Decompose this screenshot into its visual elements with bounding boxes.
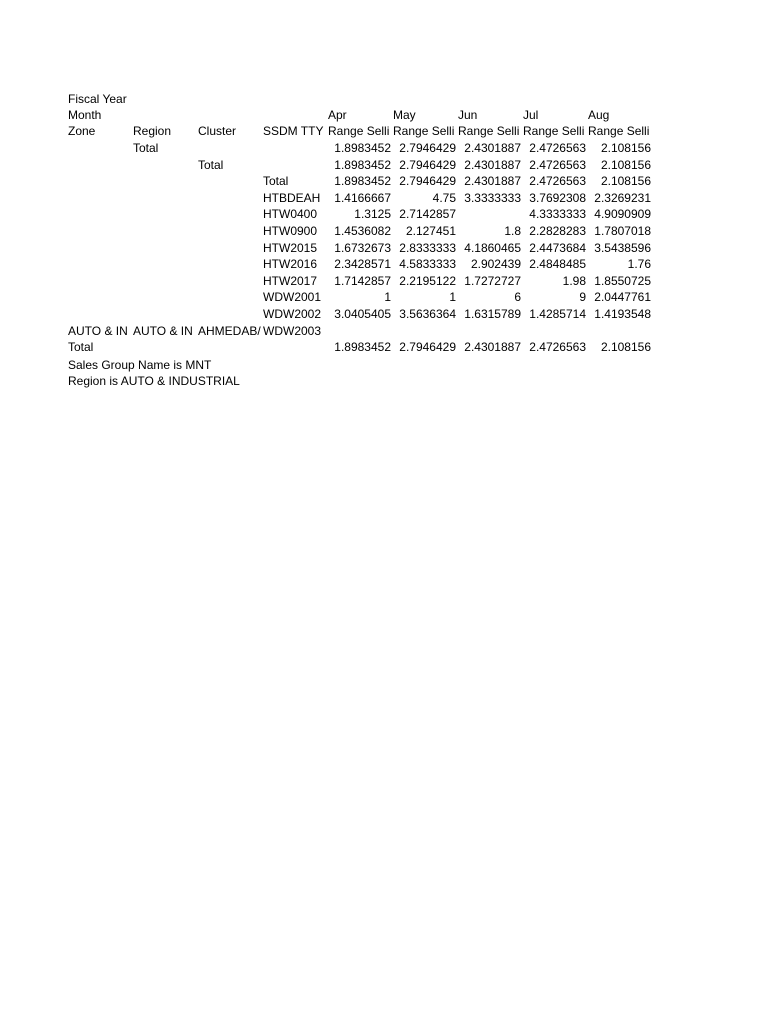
- value-cell-jun: 6: [514, 290, 521, 304]
- value-cell-jul: 2.4848485: [529, 257, 586, 271]
- value-cell-jul: 9: [579, 290, 586, 304]
- ssdm-tty-cell: WDW2001: [263, 290, 322, 304]
- value-cell-may: 2.8333333: [399, 241, 456, 255]
- value-cell-jun: 2.4301887: [464, 141, 521, 155]
- value-cell-jun: 2.902439: [470, 257, 521, 271]
- value-cell-jul: [523, 323, 586, 339]
- zone-cell: [68, 306, 133, 322]
- region-cell: [133, 173, 198, 189]
- value-cell-jul: 2.4473684: [529, 241, 586, 255]
- region-cell: [133, 206, 198, 222]
- value-cell-apr: 1.3125: [354, 207, 391, 221]
- value-cell-may: 3.5636364: [399, 307, 456, 321]
- value-cell-may: 2.7946429: [399, 174, 456, 188]
- value-cell-jun: [458, 323, 521, 339]
- zone-cell: [68, 173, 133, 189]
- grand-total-may: 2.7946429: [399, 340, 456, 354]
- region-cell: [133, 223, 198, 239]
- value-cell-aug: 1.7807018: [594, 224, 651, 238]
- grand-total-aug: 2.108156: [600, 340, 651, 354]
- measure-header-apr: Range Selli: [328, 124, 390, 138]
- value-cell-aug: 2.3269231: [594, 191, 651, 205]
- region-cell: [133, 289, 198, 305]
- value-cell-jun: 1.6315789: [464, 307, 521, 321]
- zone-cell: [68, 223, 133, 239]
- zone-cell: [68, 206, 133, 222]
- value-cell-may: 2.2195122: [399, 274, 456, 288]
- zone-cell: [68, 256, 133, 272]
- value-cell-aug: 4.9090909: [594, 207, 651, 221]
- value-cell-aug: 2.108156: [600, 174, 651, 188]
- value-cell-jun: 1.7272727: [464, 274, 521, 288]
- cluster-cell: [198, 190, 263, 206]
- cluster-cell: [198, 256, 263, 272]
- value-cell-jul: 4.3333333: [529, 207, 586, 221]
- value-cell-may: 1: [449, 290, 456, 304]
- value-cell-apr: 2.3428571: [334, 257, 391, 271]
- value-cell-apr: 1.4166667: [334, 191, 391, 205]
- value-cell-apr: 1.4536082: [334, 224, 391, 238]
- cluster-header: Cluster: [198, 124, 237, 138]
- cluster-cell: AHMEDAB/: [198, 324, 261, 338]
- value-cell-may: 2.127451: [405, 224, 456, 238]
- value-cell-aug: [588, 323, 651, 339]
- month-header-may: May: [393, 108, 416, 122]
- grand-total-apr: 1.8983452: [334, 340, 391, 354]
- value-cell-may: 4.75: [432, 191, 456, 205]
- region-cell: [133, 240, 198, 256]
- measure-header-jul: Range Selli: [523, 124, 585, 138]
- region-cell: AUTO & IN: [133, 324, 193, 338]
- ssdm-tty-cell: HTW2017: [263, 274, 318, 288]
- fiscal-year-label: Fiscal Year: [68, 92, 127, 106]
- ssdm-tty-header: SSDM TTY: [263, 124, 324, 138]
- region-cell: [133, 273, 198, 289]
- grand-total-jul: 2.4726563: [529, 340, 586, 354]
- grand-total-jun: 2.4301887: [464, 340, 521, 354]
- region-cell: [133, 306, 198, 322]
- month-header-aug: Aug: [588, 108, 610, 122]
- month-header-apr: Apr: [328, 108, 347, 122]
- month-label: Month: [68, 108, 102, 122]
- ssdm-tty-cell: HTW2015: [263, 241, 318, 255]
- ssdm-tty-cell: HTW0400: [263, 207, 318, 221]
- value-cell-apr: 1.7142857: [334, 274, 391, 288]
- zone-cell: [68, 140, 133, 156]
- value-cell-aug: 3.5438596: [594, 241, 651, 255]
- region-cell: [133, 190, 198, 206]
- value-cell-apr: 1.8983452: [334, 174, 391, 188]
- filter-region: Region is AUTO & INDUSTRIAL: [68, 374, 240, 388]
- ssdm-tty-cell: WDW2002: [263, 307, 322, 321]
- value-cell-may: 2.7142857: [399, 207, 456, 221]
- value-cell-aug: 2.108156: [600, 141, 651, 155]
- region-cell: [133, 256, 198, 272]
- value-cell-apr: 1.8983452: [334, 141, 391, 155]
- region-cell: [133, 157, 198, 173]
- value-cell-apr: 1: [384, 290, 391, 304]
- zone-cell: [68, 157, 133, 173]
- value-cell-apr: [328, 323, 391, 339]
- cluster-cell: Total: [198, 158, 224, 172]
- value-cell-jul: 2.4726563: [529, 158, 586, 172]
- value-cell-aug: 1.76: [627, 257, 651, 271]
- value-cell-jul: 1.98: [562, 274, 586, 288]
- value-cell-may: 4.5833333: [399, 257, 456, 271]
- month-header-jul: Jul: [523, 108, 539, 122]
- zone-cell: [68, 273, 133, 289]
- value-cell-jun: 3.3333333: [464, 191, 521, 205]
- ssdm-tty-cell: HTBDEAH: [263, 191, 321, 205]
- value-cell-jun: 2.4301887: [464, 158, 521, 172]
- value-cell-jun: 4.1860465: [464, 241, 521, 255]
- grand-total-label: Total: [68, 340, 94, 354]
- zone-cell: [68, 190, 133, 206]
- value-cell-jun: [458, 206, 521, 222]
- measure-header-may: Range Selli: [393, 124, 455, 138]
- value-cell-aug: 1.4193548: [594, 307, 651, 321]
- value-cell-aug: 1.8550725: [594, 274, 651, 288]
- ssdm-tty-cell: [263, 157, 328, 173]
- value-cell-may: 2.7946429: [399, 158, 456, 172]
- cluster-cell: [198, 273, 263, 289]
- value-cell-jul: 1.4285714: [529, 307, 586, 321]
- zone-cell: [68, 289, 133, 305]
- value-cell-apr: 1.8983452: [334, 158, 391, 172]
- value-cell-jul: 2.2828283: [529, 224, 586, 238]
- zone-header: Zone: [68, 124, 96, 138]
- cluster-cell: [198, 173, 263, 189]
- month-header-jun: Jun: [458, 108, 478, 122]
- value-cell-apr: 3.0405405: [334, 307, 391, 321]
- value-cell-jul: 2.4726563: [529, 174, 586, 188]
- ssdm-tty-cell: Total: [263, 174, 289, 188]
- region-cell: Total: [133, 141, 159, 155]
- value-cell-may: [393, 323, 456, 339]
- value-cell-jul: 2.4726563: [529, 141, 586, 155]
- cluster-cell: [198, 206, 263, 222]
- zone-cell: AUTO & IN: [68, 324, 128, 338]
- cluster-cell: [198, 289, 263, 305]
- ssdm-tty-cell: WDW2003: [263, 324, 322, 338]
- value-cell-jul: 3.7692308: [529, 191, 586, 205]
- region-header: Region: [133, 124, 172, 138]
- value-cell-apr: 1.6732673: [334, 241, 391, 255]
- value-cell-aug: 2.108156: [600, 158, 651, 172]
- ssdm-tty-cell: HTW0900: [263, 224, 318, 238]
- ssdm-tty-cell: [263, 140, 328, 156]
- zone-cell: [68, 240, 133, 256]
- value-cell-may: 2.7946429: [399, 141, 456, 155]
- measure-header-jun: Range Selli: [458, 124, 520, 138]
- measure-header-aug: Range Selli: [588, 124, 650, 138]
- value-cell-jun: 2.4301887: [464, 174, 521, 188]
- value-cell-jun: 1.8: [504, 224, 521, 238]
- cluster-cell: [198, 223, 263, 239]
- value-cell-aug: 2.0447761: [594, 290, 651, 304]
- filter-sales-group: Sales Group Name is MNT: [68, 358, 212, 372]
- cluster-cell: [198, 140, 263, 156]
- cluster-cell: [198, 306, 263, 322]
- ssdm-tty-cell: HTW2016: [263, 257, 318, 271]
- cluster-cell: [198, 240, 263, 256]
